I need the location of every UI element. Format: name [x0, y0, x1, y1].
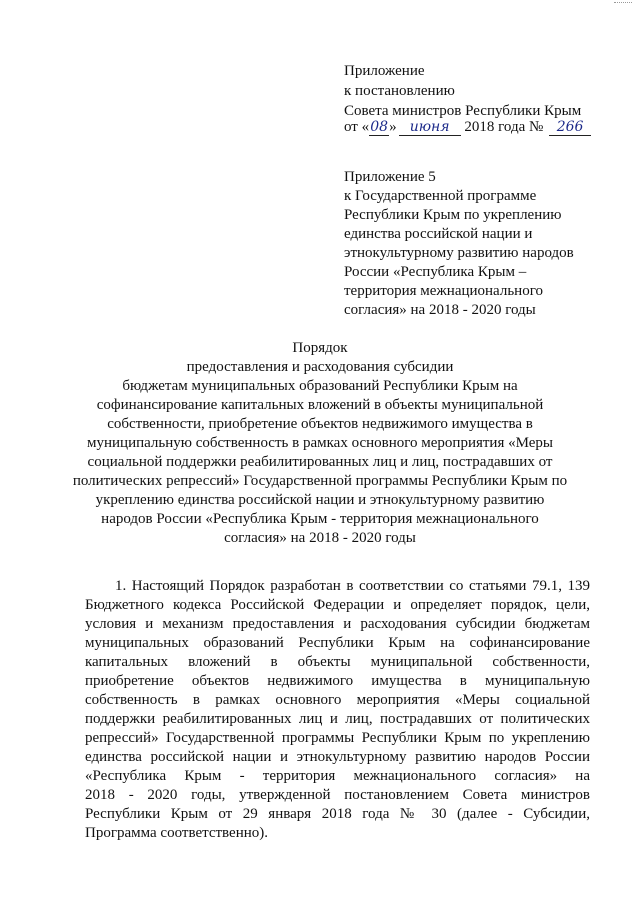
body-line: 1. Настоящий Порядок разработан в соответствии со статьями 79.1, 139 — [115, 578, 590, 594]
appendix-line: согласия» на 2018 - 2020 годы — [344, 302, 536, 318]
title-line: бюджетам муниципальных образований Республики Крым на — [122, 378, 518, 394]
appendix-line: территория межнационального — [344, 283, 543, 299]
title-line: собственности, приобретение объектов недвижимого имущества в — [107, 416, 533, 432]
page-corner-mark — [614, 2, 632, 9]
title-line: софинансирование капитальных вложений в объекты муниципальной — [96, 397, 544, 413]
handwritten-day: 08 — [370, 119, 389, 135]
appendix-line: к Государственной программе — [344, 188, 537, 204]
body-line: Республики Крым от 29 января 2018 года № 30 (далее - Субсидии, — [85, 806, 590, 822]
body-line: собственность в рамках основного мероприятия «Меры социальной — [85, 692, 590, 708]
header-date-line — [344, 118, 591, 137]
body-line: поддержки реабилитированных лиц и лиц, пострадавших от политических — [85, 711, 590, 727]
appendix-line: Приложение 5 — [344, 169, 436, 185]
title-line: социальной поддержки реабилитированных лиц и лиц, пострадавших от — [87, 454, 553, 470]
title-line: согласия» на 2018 - 2020 годы — [224, 530, 416, 546]
appendix-line: единства российской нации и — [344, 226, 533, 242]
appendix-line: этнокультурному развитию народов — [344, 245, 574, 261]
date-prefix: от « — [344, 119, 370, 135]
handwritten-month: июня — [399, 119, 461, 136]
body-line: Бюджетного кодекса Российской Федерации и определяет порядок, цели, — [85, 597, 590, 613]
header-line-2: к постановлению — [344, 83, 455, 99]
body-line: 2018 - 2020 годы, утвержденной постановлением Совета министров — [85, 787, 590, 803]
title-line: народов России «Республика Крым - территория межнационального — [101, 511, 539, 527]
body-line: «Республика Крым - территория межнационального согласия» на — [85, 768, 590, 784]
body-line: единства российской нации и этнокультурному развитию народов России — [85, 749, 590, 765]
title-line: Порядок — [292, 340, 348, 356]
appendix-line: Республики Крым по укреплению — [344, 207, 562, 223]
body-line: репрессий» Государственной программы Республики Крым по укреплению — [85, 730, 590, 746]
date-quote-close: » — [389, 119, 397, 135]
body-line: капитальных вложений в объекты муниципальной собственности, — [85, 654, 590, 670]
header-line-1: Приложение — [344, 63, 425, 79]
title-line: укреплению единства российской нации и этнокультурному развитию — [95, 492, 545, 508]
handwritten-number: 266 — [549, 119, 591, 136]
title-line: политических репрессий» Государственной программы Республики Крым по — [72, 473, 568, 489]
body-line: Программа соответственно). — [85, 825, 269, 841]
title-line: предоставления и расходования субсидии — [186, 359, 454, 375]
header-line-3: Совета министров Республики Крым — [344, 103, 582, 119]
body-line: приобретение объектов недвижимого имущества в муниципальную — [85, 673, 590, 689]
date-year-text: 2018 года № — [464, 119, 544, 135]
body-line: муниципальных образований Республики Крым на софинансирование — [85, 635, 590, 651]
appendix-line: России «Республика Крым – — [344, 264, 527, 280]
body-line: условия и механизм предоставления и расходования субсидии бюджетам — [85, 616, 590, 632]
title-line: муниципальную собственность в рамках основного мероприятия «Меры — [87, 435, 553, 451]
